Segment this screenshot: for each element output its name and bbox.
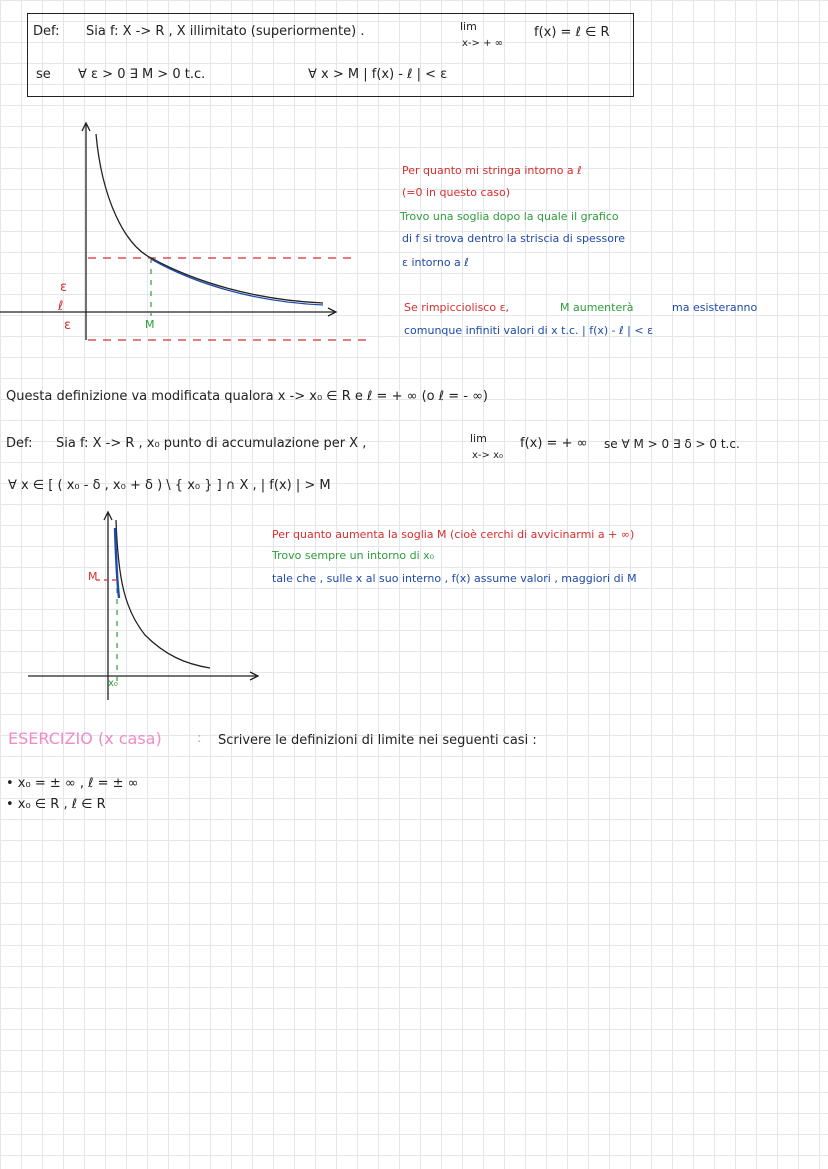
graph2-curve (116, 520, 210, 668)
def1-label: Def: (33, 24, 60, 39)
notes1-green-line2: M aumenterà (560, 301, 634, 314)
notes1-red-line2: (=0 in questo caso) (402, 186, 511, 199)
graph2-x0-label: x₀ (108, 678, 118, 689)
def1-result: f(x) = ℓ ∈ R (534, 25, 610, 40)
graph1-eps-top-label: ε (60, 280, 68, 295)
notes1-red-line1: Per quanto mi stringa intorno a ℓ (402, 164, 582, 177)
def2-text: Sia f: X -> R , x₀ punto di accumulazione per X , (56, 436, 367, 451)
exercise-title: ESERCIZIO (x casa) (8, 729, 162, 748)
notes1-blue-line4: comunque infiniti valori di x t.c. | f(x) - ℓ | < ε (404, 324, 654, 337)
def2-lim-sub: x-> x₀ (472, 450, 504, 461)
notes2-blue-line: tale che , sulle x al suo interno , f(x) assume valori , maggiori di M (272, 572, 637, 585)
def1-quantifiers: ∀ ε > 0 ∃ M > 0 t.c. (78, 67, 206, 82)
graph2-m-label: M (88, 570, 98, 583)
graph1-m-label: M (145, 318, 155, 331)
def2-tail: se ∀ M > 0 ∃ δ > 0 t.c. (604, 437, 740, 451)
exercise-case-2: • x₀ ∈ R , ℓ ∈ R (6, 797, 106, 812)
def1-se: se (36, 67, 51, 82)
def2-line2: ∀ x ∈ [ ( x₀ - δ , x₀ + δ ) \ { x₀ } ] ∩ X , | f(x) | > M (8, 478, 331, 493)
exercise-colon: : (197, 731, 202, 746)
notes1-green-line: Trovo una soglia dopo la quale il grafico (400, 210, 619, 223)
notes1-blue-line2: ε intorno a ℓ (402, 256, 469, 269)
notes2-green-line: Trovo sempre un intorno di x₀ (272, 549, 435, 562)
graph1-eps-bottom-label: ε (64, 318, 72, 333)
graph1-ell-label: ℓ (58, 299, 64, 314)
notes1-blue-line1: di f si trova dentro la striscia di spessore (402, 232, 626, 245)
exercise-case-1: • x₀ = ± ∞ , ℓ = ± ∞ (6, 776, 139, 791)
def2-result: f(x) = + ∞ (520, 436, 588, 451)
notes1-blue-line3: ma esisteranno (672, 301, 758, 314)
exercise-instruction: Scrivere le definizioni di limite nei seguenti casi : (218, 733, 537, 748)
def1-condition: ∀ x > M | f(x) - ℓ | < ε (308, 67, 448, 82)
def1-text: Sia f: X -> R , X illimitato (superiormente) . (86, 24, 365, 39)
def1-lim-sub: x-> + ∞ (462, 38, 503, 49)
def1-lim-word: lim (460, 20, 477, 33)
def2-label: Def: (6, 436, 33, 451)
notes2-red-line: Per quanto aumenta la soglia M (cioè cerchi di avvicinarmi a + ∞) (272, 528, 635, 541)
transition-text: Questa definizione va modificata qualora x -> x₀ ∈ R e ℓ = + ∞ (o ℓ = - ∞) (6, 389, 488, 404)
notes1-red-line3: Se rimpicciolisco ε, (404, 301, 510, 314)
def2-lim-word: lim (470, 432, 487, 445)
